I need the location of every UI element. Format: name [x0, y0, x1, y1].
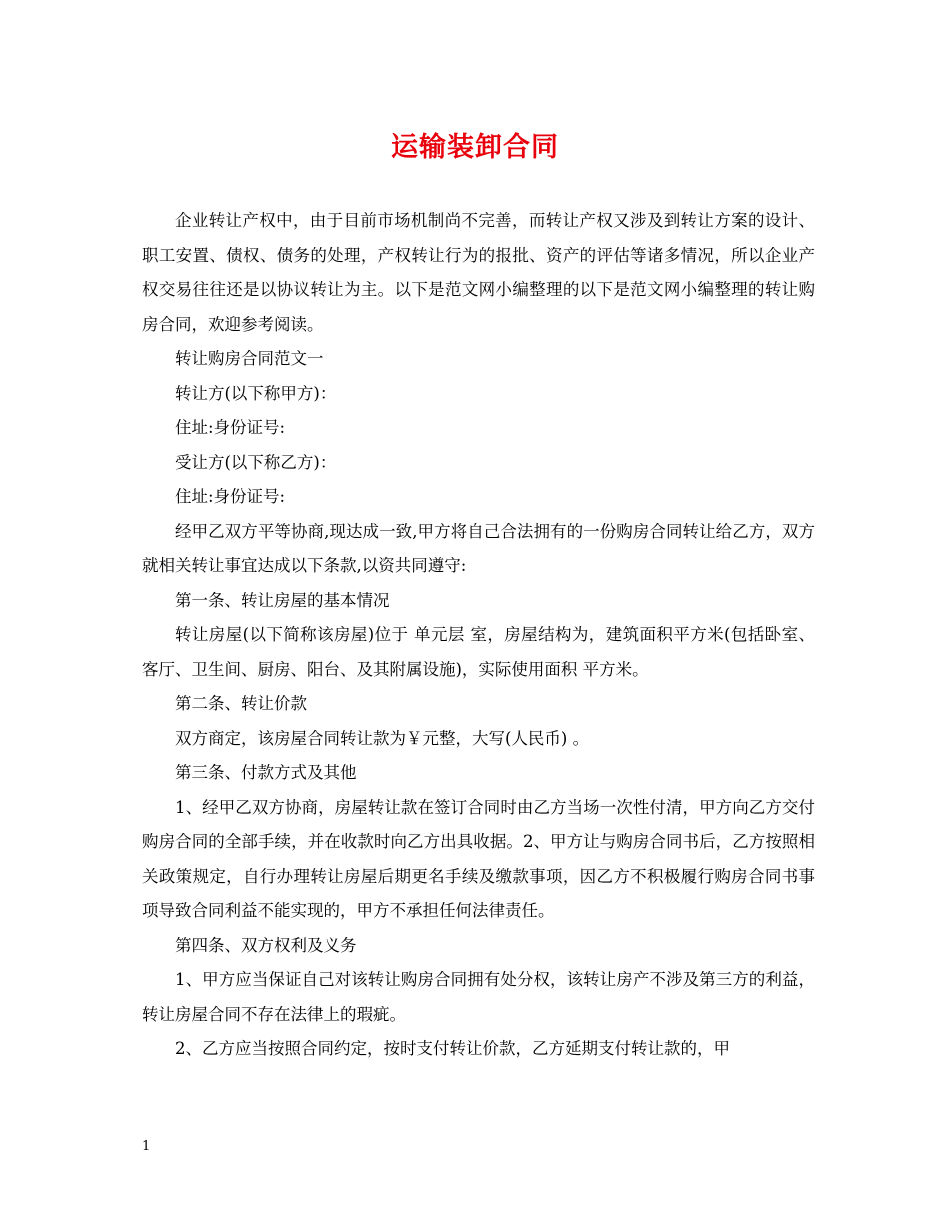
article-3-heading: 第三条、付款方式及其他 [175, 763, 357, 782]
document-body [142, 204, 815, 1067]
paragraph-transferor: 转让方(以下称甲方)： [175, 383, 337, 403]
paragraph-transferee-address: 住址:身份证号: [175, 487, 286, 506]
document-title: 运输装卸合同 [391, 132, 559, 163]
paragraph-transferee: 受让方(以下称乙方)： [175, 452, 337, 472]
paragraph-transferor-address: 住址:身份证号: [175, 418, 286, 437]
article-4-item-1: 1、甲方应当保证自己对该转让购房合同拥有处分权，该转让房产不涉及第三方的利益，转让房屋合同不存在法律上的瑕疵。 [142, 970, 815, 1024]
article-1-heading: 第一条、转让房屋的基本情况 [175, 590, 390, 610]
article-2-body: 双方商定，该房屋合同转让款为￥元整，大写(人民币) 。 [175, 728, 590, 748]
page-number: 1 [142, 1139, 151, 1154]
paragraph-agreement: 经甲乙双方平等协商,现达成一致,甲方将自己合法拥有的一份购房合同转让给乙方，双方就相关转让事宜达成以下条款,以资共同遵守: [142, 521, 815, 575]
article-4-item-2: 2、乙方应当按照合同约定，按时支付转让价款，乙方延期支付转让款的，甲 [175, 1039, 730, 1058]
paragraph-intro: 企业转让产权中，由于目前市场机制尚不完善，而转让产权又涉及到转让方案的设计、职工安置、债权、债务的处理，产权转让行为的报批、资产的评估等诸多情况，所以企业产权交易往往还是以协议转让为主。以下是范文网小编整理的以下是范文网小编整理的转让购房合同，欢迎参考阅读。 [142, 211, 815, 334]
article-1-body: 转让房屋(以下简称该房屋)位于 单元层 室，房屋结构为，建筑面积平方米(包括卧室、客厅、卫生间、厨房、阳台、及其附属设施)，实际使用面积 平方米。 [142, 625, 815, 679]
article-2-heading: 第二条、转让价款 [175, 694, 307, 713]
article-4-heading: 第四条、双方权利及义务 [175, 935, 357, 955]
paragraph-sample-heading: 转让购房合同范文一 [175, 349, 324, 368]
article-3-body: 1、经甲乙双方协商，房屋转让款在签订合同时由乙方当场一次性付清，甲方向乙方交付购房合同的全部手续，并在收款时向乙方出具收据。2、甲方让与购房合同书后，乙方按照相关政策规定，自行办理转让房屋后期更名手续及缴款事项，因乙方不积极履行购房合同书事项导致合同利益不能实现的，甲方不承担任何法律责任。 [142, 797, 815, 920]
